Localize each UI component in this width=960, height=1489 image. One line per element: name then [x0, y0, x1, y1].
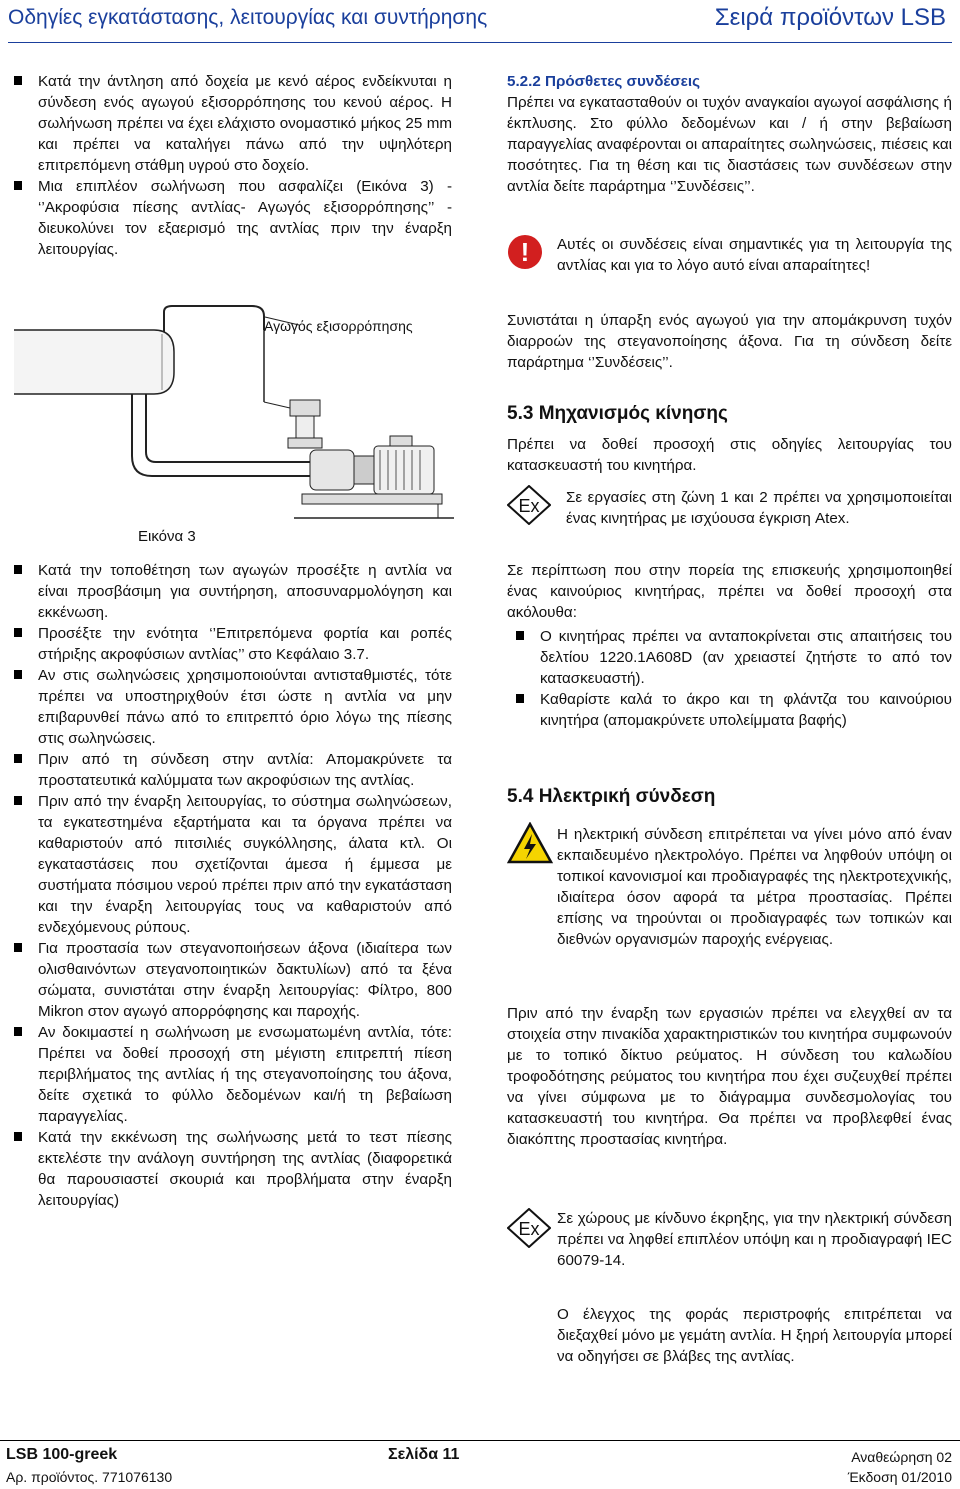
bullet-item: [38, 665, 452, 749]
tank-shape: [14, 330, 174, 394]
motor-bullets: [540, 626, 952, 731]
footer-page-number: Σελίδα 11: [388, 1446, 460, 1463]
electrical-hazard-icon: [507, 822, 553, 864]
section-title-5-3: 5.3 Μηχανισμός κίνησης: [507, 403, 728, 424]
bullet-text: Αν στις σωληνώσεις χρησιμοποιούνται αντισταθμιστές, τότε πρέπει να υποστηριχθούν έτσι ώστε η αντλία να μην επιβαρυνθεί πάνω από το επιτρεπτό όριο λόγω της πίεσης στις σωληνώσεις.: [38, 667, 452, 747]
bullet-item: [38, 749, 452, 791]
paragraph: Πρέπει να δοθεί προσοχή στις οδηγίες λειτουργίας του κατασκευαστή του κινητήρα.: [507, 436, 952, 474]
left-top-bullets: [38, 71, 452, 260]
suction-pipe: [132, 394, 314, 476]
footer-revision: Αναθεώρηση 02: [851, 1449, 952, 1465]
ex-label: Ex: [518, 1219, 540, 1239]
footer-doc-id: LSB 100-greek: [6, 1446, 118, 1463]
pump-coupling: [354, 456, 374, 484]
suction-pipe: [146, 394, 314, 462]
bullet-square-icon: [14, 670, 22, 679]
discharge-valve: [296, 416, 314, 438]
bullet-item: [38, 560, 452, 623]
bullet-item: [38, 623, 452, 665]
left-bottom-bullets: [38, 560, 452, 1211]
bullet-text: Αν δοκιμαστεί η σωλήνωση με ενσωματωμένη αντλία, τότε: Πρέπει να δοθεί προσοχή στη μέγιστη επιτρεπτή πίεση περιβλήματος της αντλίας ή της στεγανοποίησης του άξονα, δείτε σχετικά το φύλλο δεδομένων και/ή τη βεβαίωση παραγγελίας.: [38, 1024, 452, 1125]
ex-hazard-icon: [507, 485, 551, 525]
section-title-5-4: 5.4 Ηλεκτρική σύνδεση: [507, 786, 716, 807]
bullet-square-icon: [14, 1132, 22, 1141]
discharge-valve: [290, 400, 320, 416]
ex-label: Ex: [518, 496, 540, 516]
paragraph: Σε περίπτωση που στην πορεία της επισκευής χρησιμοποιηθεί ένας καινούριος κινητήρας, πρέπει να δοθεί προσοχή στα ακόλουθα:: [507, 562, 952, 621]
bullet-square-icon: [14, 76, 22, 85]
flange: [288, 438, 322, 448]
atex-note: Σε εργασίες στη ζώνη 1 και 2 πρέπει να χρησιμοποιείται ένας κινητήρας με ισχύουσα έγκριση Atex.: [566, 489, 952, 527]
bullet-square-icon: [14, 565, 22, 574]
bullet-square-icon: [516, 694, 524, 703]
header-product-series: Σειρά προϊόντων LSB: [714, 4, 946, 31]
bullet-square-icon: [14, 1027, 22, 1036]
bullet-text: Κατά την τοποθέτηση των αγωγών προσέξτε η αντλία να είναι προσβάσιμη για συντήρηση, αποσυναρμολόγηση και εκκένωση.: [38, 562, 452, 621]
pump-casing: [310, 450, 354, 490]
figure-3: [14, 290, 460, 530]
bullet-item: [540, 689, 952, 731]
paragraph: Πρέπει να εγκατασταθούν οι τυχόν αναγκαίοι αγωγοί ασφάλισης ή έκπλυσης. Στο φύλλο δεδομένων και / ή στην βεβαίωση παραγγελίας αναφέρονται οι απαραίτητες σωληνώσεις, πιέσεις και ποσότητες. Για τη θέση και τις διαστάσεις των συνδέσεων στην αντλία δείτε παράρτημα ‘’Συνδέσεις’’.: [507, 94, 952, 195]
bullet-square-icon: [14, 754, 22, 763]
figure-caption: Εικόνα 3: [138, 528, 196, 545]
warning-text: Αυτές οι συνδέσεις είναι σημαντικές για τη λειτουργία της αντλίας και για το λόγο αυτό είναι απαραίτητες!: [557, 236, 952, 274]
paragraph: Συνιστάται η ύπαρξη ενός αγωγού για την απομάκρυνση τυχόν διαρροών της στεγανοποίησης άξονα. Για τη σύνδεση δείτε παράρτημα ‘’Συνδέσεις’’.: [507, 312, 952, 371]
bullet-item: [38, 71, 452, 176]
bullet-square-icon: [14, 796, 22, 805]
bullet-text: Για προστασία των στεγανοποιήσεων άξονα (ιδιαίτερα των ολισθαινόντων στεγανοποιητικών δακτυλίων) από τα ξένα σώματα, συνιστάται στην έναρξη λειτουργίας: Φίλτρο, 800 Mikron στον αγωγό απορρόφησης και παροχής.: [38, 940, 452, 1020]
terminal-box: [390, 436, 412, 446]
bullet-item: [38, 1022, 452, 1127]
footer-divider: [0, 1440, 960, 1441]
bullet-text: Μια επιπλέον σωλήνωση που ασφαλίζει (Εικόνα 3) - ‘’Ακροφύσια πίεσης αντλίας- Αγωγός εξισορρόπησης’’ - διευκολύνει τον εξαερισμό της αντλίας πριν την έναρξη λειτουργίας.: [38, 178, 452, 258]
footer-edition: Έκδοση 01/2010: [847, 1469, 952, 1485]
balance-line-connection: [264, 402, 290, 408]
bullet-square-icon: [14, 181, 22, 190]
bullet-square-icon: [14, 628, 22, 637]
bullet-text: Κατά την εκκένωση της σωλήνωσης μετά το τεστ πίεσης εκτελέστε την ανάλογη συντήρηση της αντλίας (διαφορετικά θα παρουσιαστεί σκουριά και προβλήματα στην έναρξη λειτουργίας): [38, 1129, 452, 1209]
section-5-2-2: [507, 71, 952, 197]
bullet-text: Πριν από την έναρξη λειτουργίας, το σύστημα σωληνώσεων, τα εγκατεστημένα εξαρτήματα και τα όργανα πρέπει να καθαριστούν από πιτσιλιές συγκόλλησης, άλατα κτλ. Οι εγκαταστάσεις που σχετίζονται άμεσα ή έμμεσα με συστήματα πόσιμου νερού πρέπει πριν από την εγκατάσταση και την έναρξη λειτουργίας τους να καθαριστούν από ενδεχόμενους ρύπους.: [38, 793, 452, 936]
bullet-square-icon: [516, 631, 524, 640]
balance-line-pipe: [164, 306, 264, 332]
section-title: 5.2.2 Πρόσθετες συνδέσεις: [507, 73, 701, 90]
bullet-square-icon: [14, 943, 22, 952]
bullet-item: [38, 938, 452, 1022]
header-title: Οδηγίες εγκατάστασης, λειτουργίας και συντήρησης: [8, 6, 488, 29]
bullet-text: Προσέξτε την ενότητα ‘’Επιτρεπόμενα φορτία και ροπές στήριξης ακροφύσιων αντλίας’’ στο Κεφάλαιο 3.7.: [38, 625, 452, 663]
warning-mark: !: [520, 237, 530, 267]
bullet-item: [540, 626, 952, 689]
bullet-text: Ο κινητήρας πρέπει να ανταποκρίνεται στις απαιτήσεις του δελτίου 1220.1A608D (αν χρειαστεί ζητήστε το από τον κατασκευαστή).: [540, 628, 952, 687]
explosion-note: Σε χώρους με κίνδυνο έκρηξης, για την ηλεκτρική σύνδεση πρέπει να ληφθεί επιπλέον υπόψη και η προδιαγραφή IEC 60079-14.: [557, 1210, 952, 1269]
bullet-item: [38, 791, 452, 938]
electrical-note: Η ηλεκτρική σύνδεση επιτρέπεται να γίνει μόνο από έναν εκπαιδευμένο ηλεκτρολόγο. Πρέπει να ληφθούν υπόψη οι τοπικοί κανονισμοί και προδιαγραφές της ηλεκτροτεχνικής, ιδιαίτερα όσον αφορά τα μέτρα προστασίας. Πρέπει επίσης να τηρούνται οι προδιαγραφές των τοπικών και διεθνών οργανισμών παροχής ενέργειας.: [557, 826, 952, 948]
bullet-text: Καθαρίστε καλά το άκρο και τη φλάντζα του καινούριου κινητήρα (απομακρύνετε υπολείμματα βαφής): [540, 691, 952, 729]
paragraph: Πριν από την έναρξη των εργασιών πρέπει να ελεγχθεί αν τα στοιχεία στην πινακίδα χαρακτηριστικών του κινητήρα συμφωνούν με το τοπικό δίκτυο ρεύματος. Η σύνδεση του καλωδίου τροφοδότησης ρεύματος του κινητήρα που έχει συζευχθεί πρέπει να γίνει σύμφωνα με το διάγραμμα συνδεσμολογίας του κατασκευαστή του κινητήρα. Θα πρέπει να προβλεφθεί ένας διακόπτης προστασίας κινητήρα.: [507, 1005, 952, 1148]
warning-icon: [507, 234, 543, 270]
header-divider: [8, 42, 952, 43]
baseplate: [302, 494, 442, 504]
ex-hazard-icon: [507, 1208, 551, 1248]
bullet-text: Πριν από τη σύνδεση στην αντλία: Απομακρύνετε τα προστατευτικά καλύμματα των ακροφύσιων της αντλίας.: [38, 751, 452, 789]
rotation-note: Ο έλεγχος της φοράς περιστροφής επιτρέπεται να διεξαχθεί μόνο με γεμάτη αντλία. Η ξηρή λειτουργία μπορεί να οδηγήσει σε βλάβες της αντλίας.: [557, 1306, 952, 1365]
bullet-text: Κατά την άντληση από δοχεία με κενό αέρος ενδείκνυται η σύνδεση ενός αγωγού εξισορρόπησης του κενού αέρος. Η σωλήνωση πρέπει να έχει ελάχιστο ονομαστικό μήκος 25 mm και πρέπει να καταλήγει πάνω από την υψηλότερη επιτρεπόμενη στάθμη υγρού στο δοχείο.: [38, 73, 452, 174]
footer-product-number: Αρ. προϊόντος. 771076130: [6, 1469, 173, 1485]
bullet-item: [38, 1127, 452, 1211]
figure-label: Αγωγός εξισορρόπησης: [264, 318, 413, 334]
bullet-item: [38, 176, 452, 260]
